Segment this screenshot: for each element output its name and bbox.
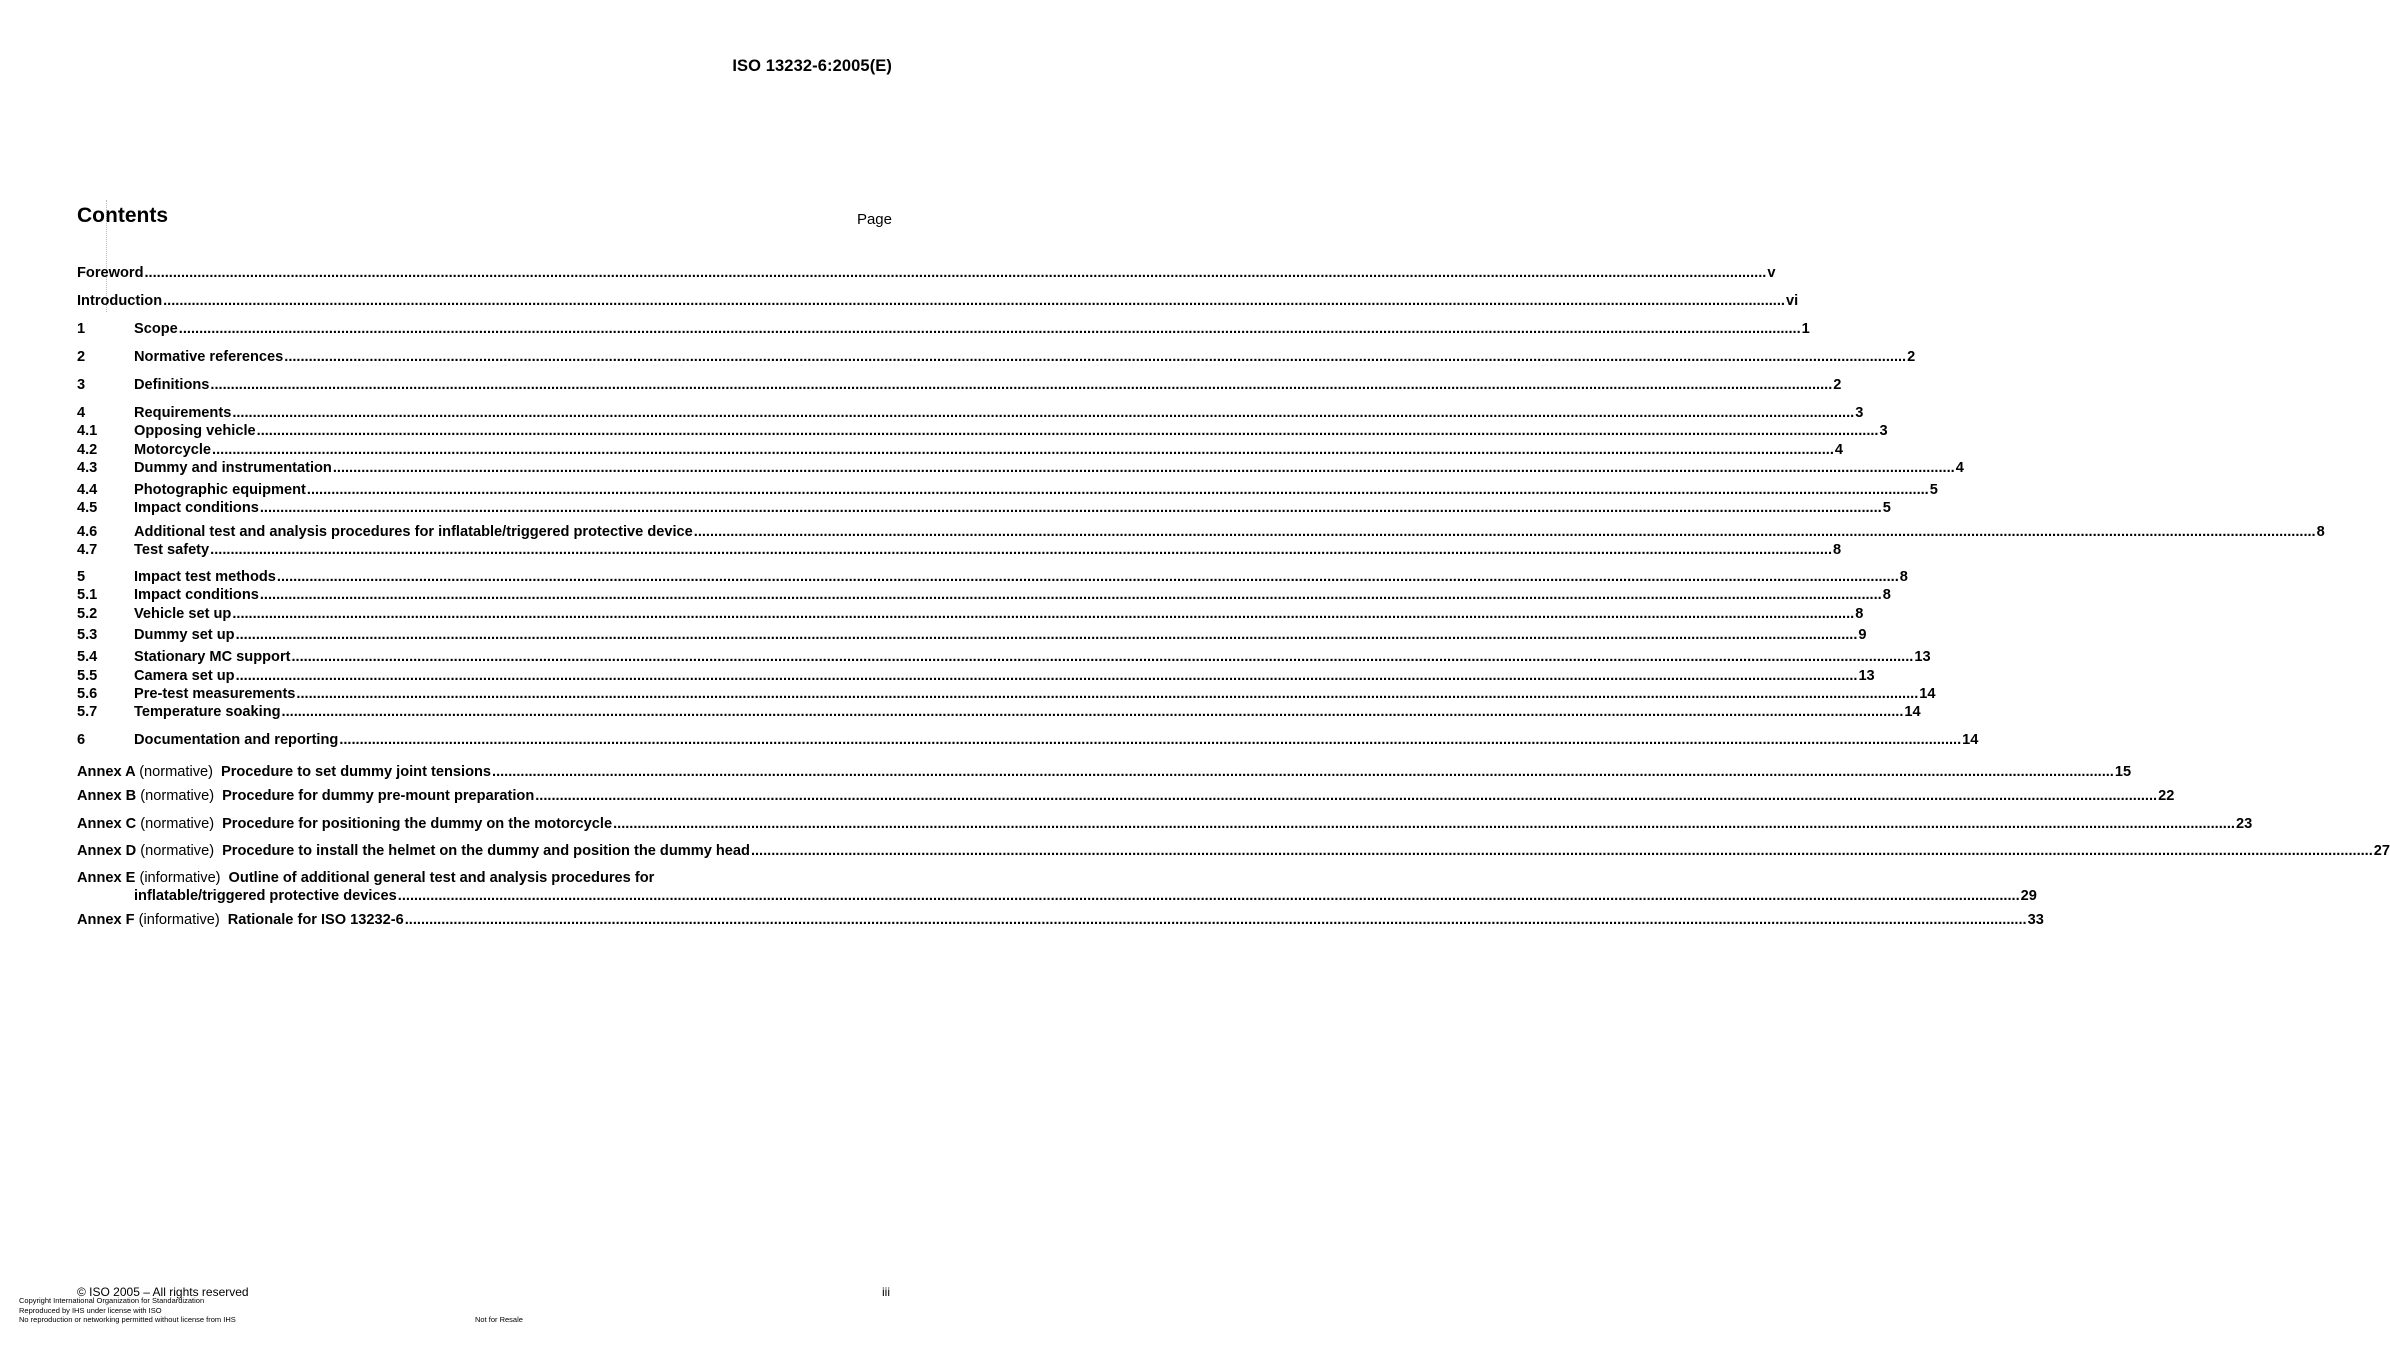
dot-leader: ................................................................................................................................................................................................................................................................................................................................................................................................................ [284, 349, 1907, 365]
toc-entry-page: 13 [1914, 649, 1931, 665]
toc-entry-page: 4 [1834, 442, 1844, 458]
toc-entry-title: Photographic equipment [134, 482, 306, 498]
toc-entry-page: vi [1785, 293, 1799, 309]
toc-entry-page: 8 [1833, 542, 1842, 558]
annex-type: (normative) [140, 843, 215, 859]
annex-page: 33 [2027, 912, 2044, 928]
dot-leader: ................................................................................................................................................................................................................................................................................................................................................................................................................ [178, 321, 1801, 337]
toc-entry-number: 5.2 [77, 606, 98, 622]
toc-entry-title: Dummy and instrumentation [134, 460, 332, 476]
toc-entry-page: 4 [1955, 460, 1964, 476]
annex-type: (normative) [140, 788, 215, 804]
toc-entry[interactable] [77, 499, 1891, 517]
annex-label: Annex D [77, 843, 137, 859]
annex-title: Procedure for dummy pre-mount preparation [222, 788, 535, 804]
toc-entry-title: Pre-test measurements [134, 686, 296, 702]
toc-entry-number: 4.3 [77, 460, 98, 476]
annex-label: Annex A [77, 764, 136, 780]
footer-copyright: © ISO 2005 – All rights reserved [77, 1285, 249, 1299]
toc-entry-title: Scope [134, 321, 178, 337]
dot-leader: ................................................................................................................................................................................................................................................................................................................................................................................................................ [276, 569, 1899, 585]
annex-label: Annex C [77, 816, 137, 832]
toc-entry-number: 4 [77, 405, 86, 421]
not-for-resale: Not for Resale [475, 1315, 523, 1324]
toc-entry[interactable] [77, 481, 1938, 499]
document-id: ISO 13232-6:2005(E) [732, 57, 892, 75]
toc-entry[interactable] [77, 320, 1810, 338]
dot-leader: ................................................................................................................................................................................................................................................................................................................................................................................................................ [296, 686, 1919, 702]
toc-entry-page: 5 [1929, 482, 1938, 498]
annex-entry[interactable] [77, 842, 2390, 860]
annex-prefix [77, 815, 222, 833]
toc-entry-number: 5.7 [77, 704, 98, 720]
footer-page-number: iii [882, 1285, 890, 1299]
toc-entry-title: Test safety [134, 542, 210, 558]
annex-page: 23 [2235, 816, 2253, 832]
toc-entry-page: v [1767, 265, 1776, 281]
toc-entry-title: Additional test and analysis procedures for inflatable/triggered protective device [134, 524, 693, 540]
annex-prefix [77, 911, 228, 929]
toc-entry[interactable] [77, 523, 2325, 541]
annex-title: Procedure for positioning the dummy on the motorcycle [222, 816, 613, 832]
annex-prefix [77, 787, 222, 805]
dot-leader: ................................................................................................................................................................................................................................................................................................................................................................................................................ [404, 912, 2027, 928]
annex-entry[interactable] [77, 869, 892, 887]
toc-entry-page: 2 [1833, 377, 1842, 393]
toc-entry-title: Impact conditions [134, 500, 259, 516]
toc-entry-number: 5 [77, 569, 86, 585]
toc-entry[interactable] [77, 703, 1921, 721]
annex-prefix [77, 842, 222, 860]
toc-entry-title: Foreword [77, 265, 144, 281]
dot-leader: ................................................................................................................................................................................................................................................................................................................................................................................................................ [259, 500, 1882, 516]
dot-leader: ................................................................................................................................................................................................................................................................................................................................................................................................................ [212, 442, 1834, 458]
dot-leader: ................................................................................................................................................................................................................................................................................................................................................................................................................ [210, 542, 1833, 558]
dot-leader: ................................................................................................................................................................................................................................................................................................................................................................................................................ [613, 816, 2235, 832]
dot-leader: ................................................................................................................................................................................................................................................................................................................................................................................................................ [750, 843, 2373, 859]
dot-leader: ................................................................................................................................................................................................................................................................................................................................................................................................................ [281, 704, 1904, 720]
toc-entry-title: Definitions [134, 377, 210, 393]
dot-leader: ................................................................................................................................................................................................................................................................................................................................................................................................................ [332, 460, 1955, 476]
toc-entry[interactable] [77, 731, 1979, 749]
dot-leader: ................................................................................................................................................................................................................................................................................................................................................................................................................ [339, 732, 1962, 748]
toc-entry[interactable] [77, 348, 1916, 366]
toc-entry-title: Introduction [77, 293, 163, 309]
toc-entry[interactable] [77, 441, 1844, 459]
toc-entry[interactable] [77, 541, 1842, 559]
toc-entry[interactable] [77, 264, 1776, 282]
annex-entry[interactable] [77, 815, 2253, 833]
toc-entry-title: Impact conditions [134, 587, 259, 603]
dot-leader: ................................................................................................................................................................................................................................................................................................................................................................................................................ [210, 377, 1833, 393]
toc-entry-number: 3 [77, 377, 86, 393]
toc-entry-page: 3 [1855, 405, 1864, 421]
annex-label: Annex F [77, 912, 135, 928]
toc-entry-title: Vehicle set up [134, 606, 232, 622]
licence-notice [19, 1296, 236, 1325]
annex-page: 22 [2158, 788, 2175, 804]
toc-entry[interactable] [77, 404, 1864, 422]
toc-entry-page: 9 [1858, 627, 1867, 643]
toc-entry-number: 2 [77, 349, 86, 365]
dot-leader: ................................................................................................................................................................................................................................................................................................................................................................................................................ [163, 293, 1785, 309]
annex-label: Annex B [77, 788, 137, 804]
toc-entry-page: 1 [1801, 321, 1810, 337]
dot-leader: ................................................................................................................................................................................................................................................................................................................................................................................................................ [535, 788, 2158, 804]
annex-entry[interactable] [77, 787, 2175, 805]
page-column-label: Page [856, 211, 892, 228]
annex-page: 15 [2114, 764, 2132, 780]
annex-page: 27 [2373, 843, 2390, 859]
toc-entry-page: 8 [1855, 606, 1864, 622]
toc-entry[interactable] [77, 648, 1931, 666]
toc-entry-page: 8 [1899, 569, 1908, 585]
toc-entry-number: 6 [77, 732, 86, 748]
toc-entry-title: Camera set up [134, 668, 235, 684]
annex-title: Rationale for ISO 13232-6 [227, 912, 404, 928]
toc-entry-number: 4.2 [77, 442, 98, 458]
annex-entry[interactable] [77, 911, 2044, 929]
toc-entry-page: 14 [1962, 732, 1979, 748]
dot-leader: ................................................................................................................................................................................................................................................................................................................................................................................................................ [235, 627, 1858, 643]
annex-prefix [77, 763, 221, 781]
dot-leader: ................................................................................................................................................................................................................................................................................................................................................................................................................ [256, 423, 1879, 439]
toc-entry-page: 8 [1882, 587, 1891, 603]
toc-entry-title: Dummy set up [134, 627, 235, 643]
annex-entry[interactable] [77, 763, 2132, 781]
dot-leader: ................................................................................................................................................................................................................................................................................................................................................................................................................ [291, 649, 1914, 665]
dot-leader: ................................................................................................................................................................................................................................................................................................................................................................................................................ [397, 888, 2020, 904]
dot-leader: ................................................................................................................................................................................................................................................................................................................................................................................................................ [492, 764, 2114, 780]
toc-entry-title: Impact test methods [134, 569, 276, 585]
toc-entry-number: 4.5 [77, 500, 98, 516]
toc-entry[interactable] [77, 667, 1875, 685]
toc-entry-number: 1 [77, 321, 86, 337]
dot-leader: ................................................................................................................................................................................................................................................................................................................................................................................................................ [144, 265, 1767, 281]
toc-entry[interactable] [77, 292, 1799, 310]
licence-line: Copyright International Organization for Standardization [19, 1296, 205, 1305]
toc-entry-title: Documentation and reporting [134, 732, 339, 748]
toc-entry[interactable] [77, 586, 1891, 604]
toc-entry-page: 3 [1879, 423, 1888, 439]
dot-leader: ................................................................................................................................................................................................................................................................................................................................................................................................................ [232, 405, 1855, 421]
annex-title: Outline of additional general test and analysis procedures for [228, 870, 655, 886]
toc-entry-page: 5 [1882, 500, 1891, 516]
annex-type: (normative) [139, 764, 213, 780]
annex-title-continuation: inflatable/triggered protective devices [134, 888, 397, 904]
dot-leader: ................................................................................................................................................................................................................................................................................................................................................................................................................ [306, 482, 1929, 498]
dot-leader: ................................................................................................................................................................................................................................................................................................................................................................................................................ [232, 606, 1855, 622]
toc-entry-page: 13 [1858, 668, 1875, 684]
toc-entry-title: Requirements [134, 405, 232, 421]
toc-entry-title: Opposing vehicle [134, 423, 256, 439]
toc-entry-number: 4.4 [77, 482, 98, 498]
licence-line: No reproduction or networking permitted without license from IHS [19, 1315, 236, 1324]
toc-entry-number: 5.5 [77, 668, 98, 684]
page-title: Contents [77, 204, 168, 227]
annex-entry-continuation[interactable] [77, 887, 2037, 905]
annex-type: (informative) [139, 870, 221, 886]
annex-page: 29 [2020, 888, 2037, 904]
toc-entry[interactable] [77, 568, 1908, 586]
toc-entry-number: 4.6 [77, 524, 98, 540]
toc-entry[interactable] [77, 422, 1888, 440]
annex-label: Annex E [77, 870, 136, 886]
toc-entry-number: 5.1 [77, 587, 98, 603]
annex-title: Procedure to install the helmet on the dummy and position the dummy head [222, 843, 750, 859]
toc-entry[interactable] [77, 685, 1936, 703]
toc-entry-page: 14 [1919, 686, 1936, 702]
dot-leader: ................................................................................................................................................................................................................................................................................................................................................................................................................ [693, 524, 2316, 540]
annex-title: Procedure to set dummy joint tensions [220, 764, 492, 780]
toc-entry-number: 5.4 [77, 649, 98, 665]
toc-entry[interactable] [77, 459, 1964, 477]
toc-entry[interactable] [77, 376, 1842, 394]
toc-entry[interactable] [77, 626, 1867, 644]
toc-entry-title: Temperature soaking [134, 704, 281, 720]
toc-entry-title: Stationary MC support [134, 649, 291, 665]
toc-entry[interactable] [77, 605, 1864, 623]
toc-entry-number: 4.1 [77, 423, 98, 439]
toc-entry-page: 2 [1907, 349, 1916, 365]
toc-entry-page: 8 [2316, 524, 2325, 540]
toc-entry-number: 5.6 [77, 686, 98, 702]
toc-entry-number: 5.3 [77, 627, 98, 643]
toc-entry-title: Normative references [134, 349, 284, 365]
dot-leader: ................................................................................................................................................................................................................................................................................................................................................................................................................ [259, 587, 1882, 603]
toc-entry-page: 14 [1904, 704, 1921, 720]
toc-entry-title: Motorcycle [134, 442, 212, 458]
annex-type: (normative) [140, 816, 215, 832]
licence-line: Reproduced by IHS under license with ISO [19, 1305, 162, 1315]
dot-leader: ................................................................................................................................................................................................................................................................................................................................................................................................................ [235, 668, 1858, 684]
annex-type: (informative) [138, 912, 220, 928]
toc-entry-number: 4.7 [77, 542, 98, 558]
